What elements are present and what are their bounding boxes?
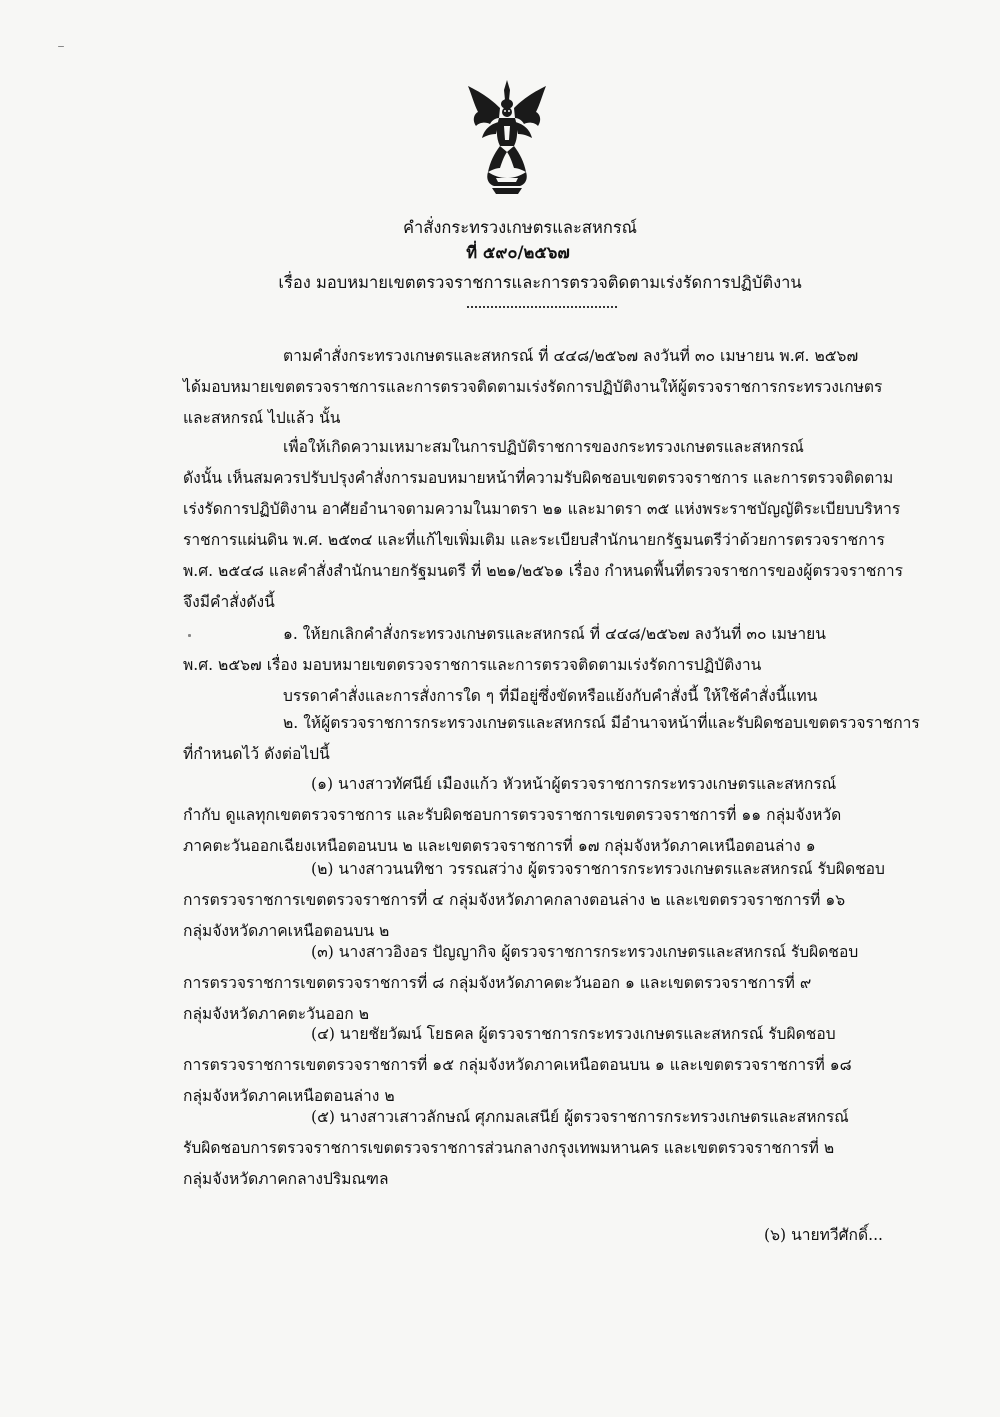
paragraph-line: เร่งรัดการปฏิบัติงาน อาศัยอำนาจตามความในมาตรา ๒๑ และมาตรา ๓๕ แห่งพระราชบัญญัติระเบียบบริหาร [183, 500, 901, 518]
paragraph-line: ได้มอบหมายเขตตรวจราชการและการตรวจติดตามเร่งรัดการปฏิบัติงานให้ผู้ตรวจราชการกระทรวงเกษตร [183, 378, 883, 396]
paragraph-line: จึงมีคำสั่งดังนี้ [183, 593, 275, 611]
paragraph-line: กลุ่มจังหวัดภาคเหนือตอนบน ๒ [183, 922, 390, 940]
paragraph-line: (๒) นางสาวนนทิชา วรรณสว่าง ผู้ตรวจราชการกระทรวงเกษตรและสหกรณ์ รับผิดชอบ [311, 860, 885, 878]
paragraph-line: ๑. ให้ยกเลิกคำสั่งกระทรวงเกษตรและสหกรณ์ ที่ ๔๔๘/๒๕๖๗ ลงวันที่ ๓๐ เมษายน [283, 625, 826, 643]
paragraph-2 [183, 432, 904, 618]
paragraph-line: การตรวจราชการเขตตรวจราชการที่ ๑๕ กลุ่มจังหวัดภาคเหนือตอนบน ๑ และเขตตรวจราชการที่ ๑๘ [183, 1056, 852, 1074]
paragraph-line: เพื่อให้เกิดความเหมาะสมในการปฏิบัติราชการของกระทรวงเกษตรและสหกรณ์ [283, 438, 804, 456]
garuda-emblem-icon [466, 78, 548, 196]
paragraph-line: ตามคำสั่งกระทรวงเกษตรและสหกรณ์ ที่ ๔๔๘/๒๕๖๗ ลงวันที่ ๓๐ เมษายน พ.ศ. ๒๕๖๗ [283, 347, 859, 365]
order-number: ที่ ๕๙๐/๒๕๖๗ [466, 243, 570, 262]
paragraph-line: กลุ่มจังหวัดภาคกลางปริมณฑล [183, 1170, 389, 1188]
sub-clause-3 [183, 937, 883, 1030]
scan-speck [58, 46, 64, 47]
document-title: คำสั่งกระทรวงเกษตรและสหกรณ์ [402, 218, 637, 237]
paragraph-line: (๔) นายชัยวัฒน์ โยธคล ผู้ตรวจราชการกระทรวงเกษตรและสหกรณ์ รับผิดชอบ [311, 1025, 836, 1043]
paragraph-line: การตรวจราชการเขตตรวจราชการที่ ๘ กลุ่มจังหวัดภาคตะวันออก ๑ และเขตตรวจราชการที่ ๙ [183, 974, 812, 992]
paragraph-line: รับผิดชอบการตรวจราชการเขตตรวจราชการส่วนกลางกรุงเทพมหานคร และเขตตรวจราชการที่ ๒ [183, 1139, 835, 1157]
sub-clause-2 [183, 854, 883, 947]
paragraph-line: กลุ่มจังหวัดภาคตะวันออก ๒ [183, 1005, 369, 1023]
clause-2 [183, 708, 920, 770]
paragraph-line: ภาคตะวันออกเฉียงเหนือตอนบน ๒ และเขตตรวจราชการที่ ๑๗ กลุ่มจังหวัดภาคเหนือตอนล่าง ๑ [183, 837, 816, 855]
paragraph-line: (๕) นางสาวเสาวลักษณ์ ศุภกมลเสนีย์ ผู้ตรวจราชการกระทรวงเกษตรและสหกรณ์ [311, 1108, 849, 1126]
scan-speck [188, 634, 191, 637]
continuation-catchword: (๖) นายทวีศักดิ์... [764, 1226, 883, 1244]
sub-clause-5 [183, 1102, 883, 1195]
paragraph-line: และสหกรณ์ ไปแล้ว นั้น [183, 409, 341, 427]
paragraph-line: (๓) นางสาวอิงอร ปัญญากิจ ผู้ตรวจราชการกระทรวงเกษตรและสหกรณ์ รับผิดชอบ [311, 943, 859, 961]
paragraph-line: การตรวจราชการเขตตรวจราชการที่ ๔ กลุ่มจังหวัดภาคกลางตอนล่าง ๒ และเขตตรวจราชการที่ ๑๖ [183, 891, 846, 909]
paragraph-line: (๑) นางสาวทัศนีย์ เมืองแก้ว หัวหน้าผู้ตรวจราชการกระทรวงเกษตรและสหกรณ์ [311, 775, 837, 793]
paragraph-line: พ.ศ. ๒๕๖๗ เรื่อง มอบหมายเขตตรวจราชการและการตรวจติดตามเร่งรัดการปฏิบัติงาน [183, 656, 762, 674]
paragraph-line: ที่กำหนดไว้ ดังต่อไปนี้ [183, 745, 330, 763]
order-subject: เรื่อง มอบหมายเขตตรวจราชการและการตรวจติดตามเร่งรัดการปฏิบัติงาน [278, 273, 802, 292]
paragraph-line: กลุ่มจังหวัดภาคเหนือตอนล่าง ๒ [183, 1087, 395, 1105]
divider-rule [467, 306, 617, 308]
paragraph-line: ราชการแผ่นดิน พ.ศ. ๒๕๓๔ และที่แก้ไขเพิ่มเติม และระเบียบสำนักนายกรัฐมนตรีว่าด้วยการตรวจราชการ [183, 531, 885, 549]
clause-1 [183, 619, 883, 712]
paragraph-line: พ.ศ. ๒๕๔๘ และคำสั่งสำนักนายกรัฐมนตรี ที่ ๒๒๑/๒๕๖๑ เรื่อง กำหนดพื้นที่ตรวจราชการของผู้ตรวจราชการ [183, 562, 904, 580]
paragraph-line: กำกับ ดูแลทุกเขตตรวจราชการ และรับผิดชอบการตรวจราชการเขตตรวจราชการที่ ๑๑ กลุ่มจังหวัด [183, 806, 842, 824]
paragraph-line: ดังนั้น เห็นสมควรปรับปรุงคำสั่งการมอบหมายหน้าที่ความรับผิดชอบเขตตรวจราชการ และการตรวจติดตาม [183, 469, 894, 487]
paragraph-line: บรรดาคำสั่งและการสั่งการใด ๆ ที่มีอยู่ซึ่งขัดหรือแย้งกับคำสั่งนี้ ให้ใช้คำสั่งนี้แทน [283, 687, 818, 705]
paragraph-line: ๒. ให้ผู้ตรวจราชการกระทรวงเกษตรและสหกรณ์ มีอำนาจหน้าที่และรับผิดชอบเขตตรวจราชการ [283, 714, 920, 732]
paragraph-1 [183, 341, 883, 434]
sub-clause-4 [183, 1019, 883, 1112]
sub-clause-1 [183, 769, 883, 862]
